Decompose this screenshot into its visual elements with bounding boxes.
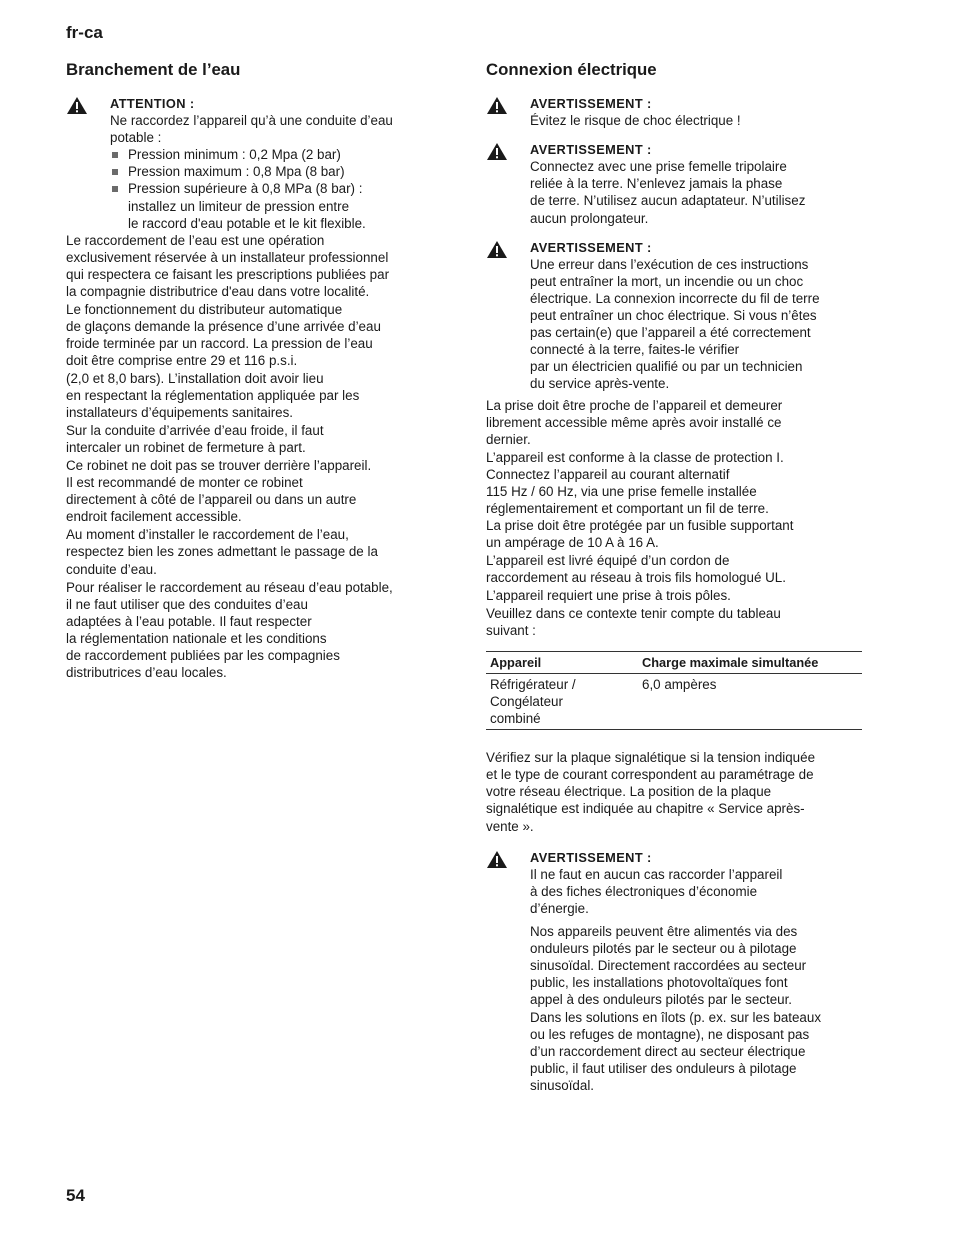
language-code: fr-ca: [66, 23, 103, 42]
attention-intro: Ne raccordez l’appareil qu’à une conduite d’eau potable :: [110, 113, 393, 146]
warning-text: Nos appareils peuvent être alimentés via des onduleurs pilotés par le secteur ou à pilotage sinusoïdal. Directement raccordées au secteur public, les installations photovoltaïques font appel à des onduleurs pilotés par le secteur. Dans les solutions en îlots (p. ex. sur les bateaux ou les refuges de montagne), ne disposant pas d’un raccordement direct au secteur électrique public, il faut utiliser des onduleurs à pilotage sinusoïdal.: [530, 924, 822, 1093]
warning-text: Connectez avec une prise femelle tripolaire reliée à la terre. N’enlevez jamais la phase de terre. N’utilisez aucun adaptateur. N’utilisez aucun prolongateur.: [530, 159, 806, 226]
electrical-connection-section: [486, 59, 864, 1106]
warning-block: [486, 239, 864, 393]
paragraph: La prise doit être proche de l’appareil et demeurer librement accessible même après avoir installé ce dernier.: [486, 397, 783, 447]
paragraph: Ce robinet ne doit pas se trouver derrière l’appareil. Il est recommandé de monter ce robinet directement à côté de l’appareil ou dans un autre endroit facilement accessible.: [66, 457, 372, 525]
pressure-list: [110, 146, 441, 231]
warning-text: Il ne faut en aucun cas raccorder l’appareil à des fiches électroniques d’économie d’énergie.: [530, 866, 783, 916]
page-number: 54: [66, 1186, 85, 1205]
list-item: Pression minimum : 0,2 Mpa (2 bar): [110, 146, 441, 163]
table-cell: Réfrigérateur / Congélateur combiné: [486, 673, 638, 729]
warning-block: [486, 95, 864, 129]
paragraph: Au moment d’installer le raccordement de l’eau, respectez bien les zones admettant le passage de la conduite d’eau.: [66, 527, 378, 577]
table-cell: 6,0 ampères: [638, 673, 862, 729]
attention-block: [66, 95, 441, 232]
warning-triangle-icon: [486, 142, 508, 161]
attention-title: ATTENTION :: [110, 96, 195, 111]
paragraph: L’appareil est livré équipé d’un cordon de raccordement au réseau à trois fils homologué UL. L’appareil requiert une prise à trois pôles.: [486, 553, 786, 603]
warning-triangle-icon: [486, 96, 508, 115]
warning-text: Une erreur dans l’exécution de ces instructions peut entraîner la mort, un incendie ou un choc électrique. La connexion incorrecte du fil de terre peut entraîner un choc électrique. Si vous n’êtes pas certain(e) que l’appareil a été correctement connecté à la terre, faites-le vérifier par un électricien qualifié ou par un technicien du service après-vente.: [530, 256, 820, 392]
table-header-row: [486, 651, 862, 673]
paragraph: Le raccordement de l’eau est une opération exclusivement réservée à un installateur professionnel qui respectera ce faisant les prescriptions publiées par la compagnie distributrice d'eau dans votre localité.: [66, 232, 390, 300]
warning-text: Évitez le risque de choc électrique !: [530, 113, 741, 129]
warning-title: AVERTISSEMENT :: [530, 849, 652, 865]
warning-title: AVERTISSEMENT :: [530, 96, 652, 111]
paragraph: Pour réaliser le raccordement au réseau d’eau potable, il ne faut utiliser que des conduites d’eau adaptées à l’eau potable. Il faut respecter la réglementation nationale et les conditions de raccordement publiées par les compagnies distributrices d’eau locales.: [66, 579, 393, 681]
water-connection-section: [66, 59, 441, 682]
warning-triangle-icon: [486, 240, 508, 259]
section-heading-water: Branchement de l’eau: [66, 60, 241, 79]
paragraph: Veuillez dans ce contexte tenir compte du tableau suivant :: [486, 605, 781, 638]
table-header-cell: Charge maximale simultanée: [638, 651, 862, 673]
paragraph: Sur la conduite d’arrivée d’eau froide, il faut intercaler un robinet de fermeture à part.: [66, 422, 324, 455]
warning-block: [486, 141, 864, 226]
warning-title: AVERTISSEMENT :: [530, 239, 652, 255]
table-header-cell: Appareil: [486, 651, 638, 673]
paragraph: Vérifiez sur la plaque signalétique si la tension indiquée et le type de courant correspondent au paramétrage de votre réseau électrique. La position de la plaque signalétique est indiquée au chapitre « Service après- vente ».: [486, 750, 816, 834]
table-row: [486, 673, 862, 729]
section-heading-electrical: Connexion électrique: [486, 60, 657, 79]
warning-title: AVERTISSEMENT :: [530, 142, 652, 158]
paragraph: L’appareil est conforme à la classe de protection I. Connectez l’appareil au courant alternatif 115 Hz / 60 Hz, via une prise femelle installée réglementairement et comportant un fil de terre. La prise doit être protégée par un fusible supportant un ampérage de 10 A à 16 A.: [486, 449, 794, 551]
warning-block: [486, 849, 864, 1094]
warning-triangle-icon: [66, 96, 88, 115]
warning-triangle-icon: [486, 850, 508, 869]
load-table: [486, 651, 862, 730]
paragraph: Le fonctionnement du distributeur automatique de glaçons demande la présence d’une arrivée d’eau froide terminée par un raccord. La pression de l’eau doit être comprise entre 29 et 116 p.s.i. (2,0 et 8,0 bars). L’installation doit avoir lieu en respectant la réglementation appliquée par les installateurs d’équipements sanitaires.: [66, 302, 381, 420]
list-item: Pression supérieure à 0,8 MPa (8 bar) : installez un limiteur de pression entre le raccord d'eau potable et le kit flexible.: [110, 180, 441, 231]
list-item: Pression maximum : 0,8 Mpa (8 bar): [110, 163, 441, 180]
